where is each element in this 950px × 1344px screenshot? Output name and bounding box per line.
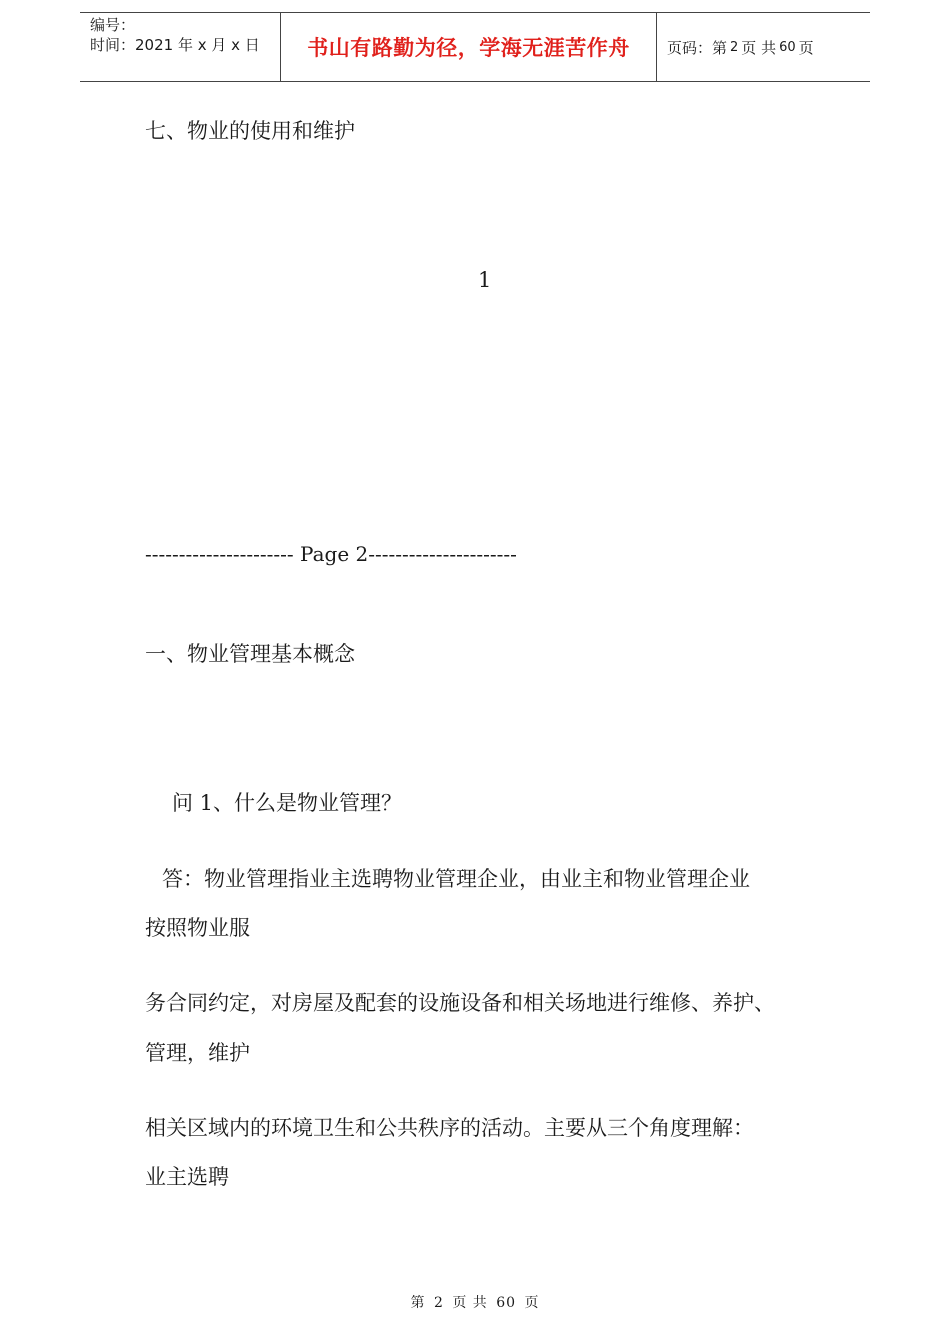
header-page-mid: 页 共	[741, 38, 777, 57]
answer-line: 管理，维护	[145, 1041, 250, 1065]
answer-line: 按照物业服	[145, 916, 250, 940]
header-page-current: 2	[730, 39, 739, 55]
page-header	[80, 12, 870, 82]
header-id-label: 编号：	[90, 16, 136, 34]
question-text: 问 1、什么是物业管理？	[172, 791, 403, 815]
header-page-indicator	[657, 13, 870, 81]
page-separator: ---------------------- Page 2----------------------	[145, 542, 517, 566]
header-page-total: 60	[779, 39, 796, 55]
footer-suffix: 页	[524, 1295, 540, 1311]
footer-total: 60	[496, 1295, 517, 1311]
footer-prefix: 第	[410, 1295, 426, 1311]
footer-current: 2	[433, 1295, 444, 1311]
page-footer	[0, 1292, 950, 1312]
answer-line: 答：物业管理指业主选聘物业管理企业，由业主和物业管理企业	[162, 867, 750, 891]
header-motto: 书山有路勤为径，学海无涯苦作舟	[281, 13, 657, 81]
footer-mid: 页 共	[452, 1295, 488, 1311]
answer-line: 相关区域内的环境卫生和公共秩序的活动。主要从三个角度理解：	[145, 1116, 754, 1140]
answer-line: 务合同约定，对房屋及配套的设施设备和相关场地进行维修、养护、	[145, 991, 775, 1015]
header-page-suffix: 页	[798, 38, 814, 57]
page-number: 1	[478, 268, 492, 292]
heading-section-seven: 七、物业的使用和维护	[145, 119, 355, 143]
header-page-prefix: 页码：第	[667, 38, 728, 57]
heading-section-one: 一、物业管理基本概念	[145, 642, 355, 666]
header-date: 时间：2021 年 x 月 x 日	[90, 36, 260, 54]
header-meta	[80, 13, 281, 81]
answer-line: 业主选聘	[145, 1165, 229, 1189]
